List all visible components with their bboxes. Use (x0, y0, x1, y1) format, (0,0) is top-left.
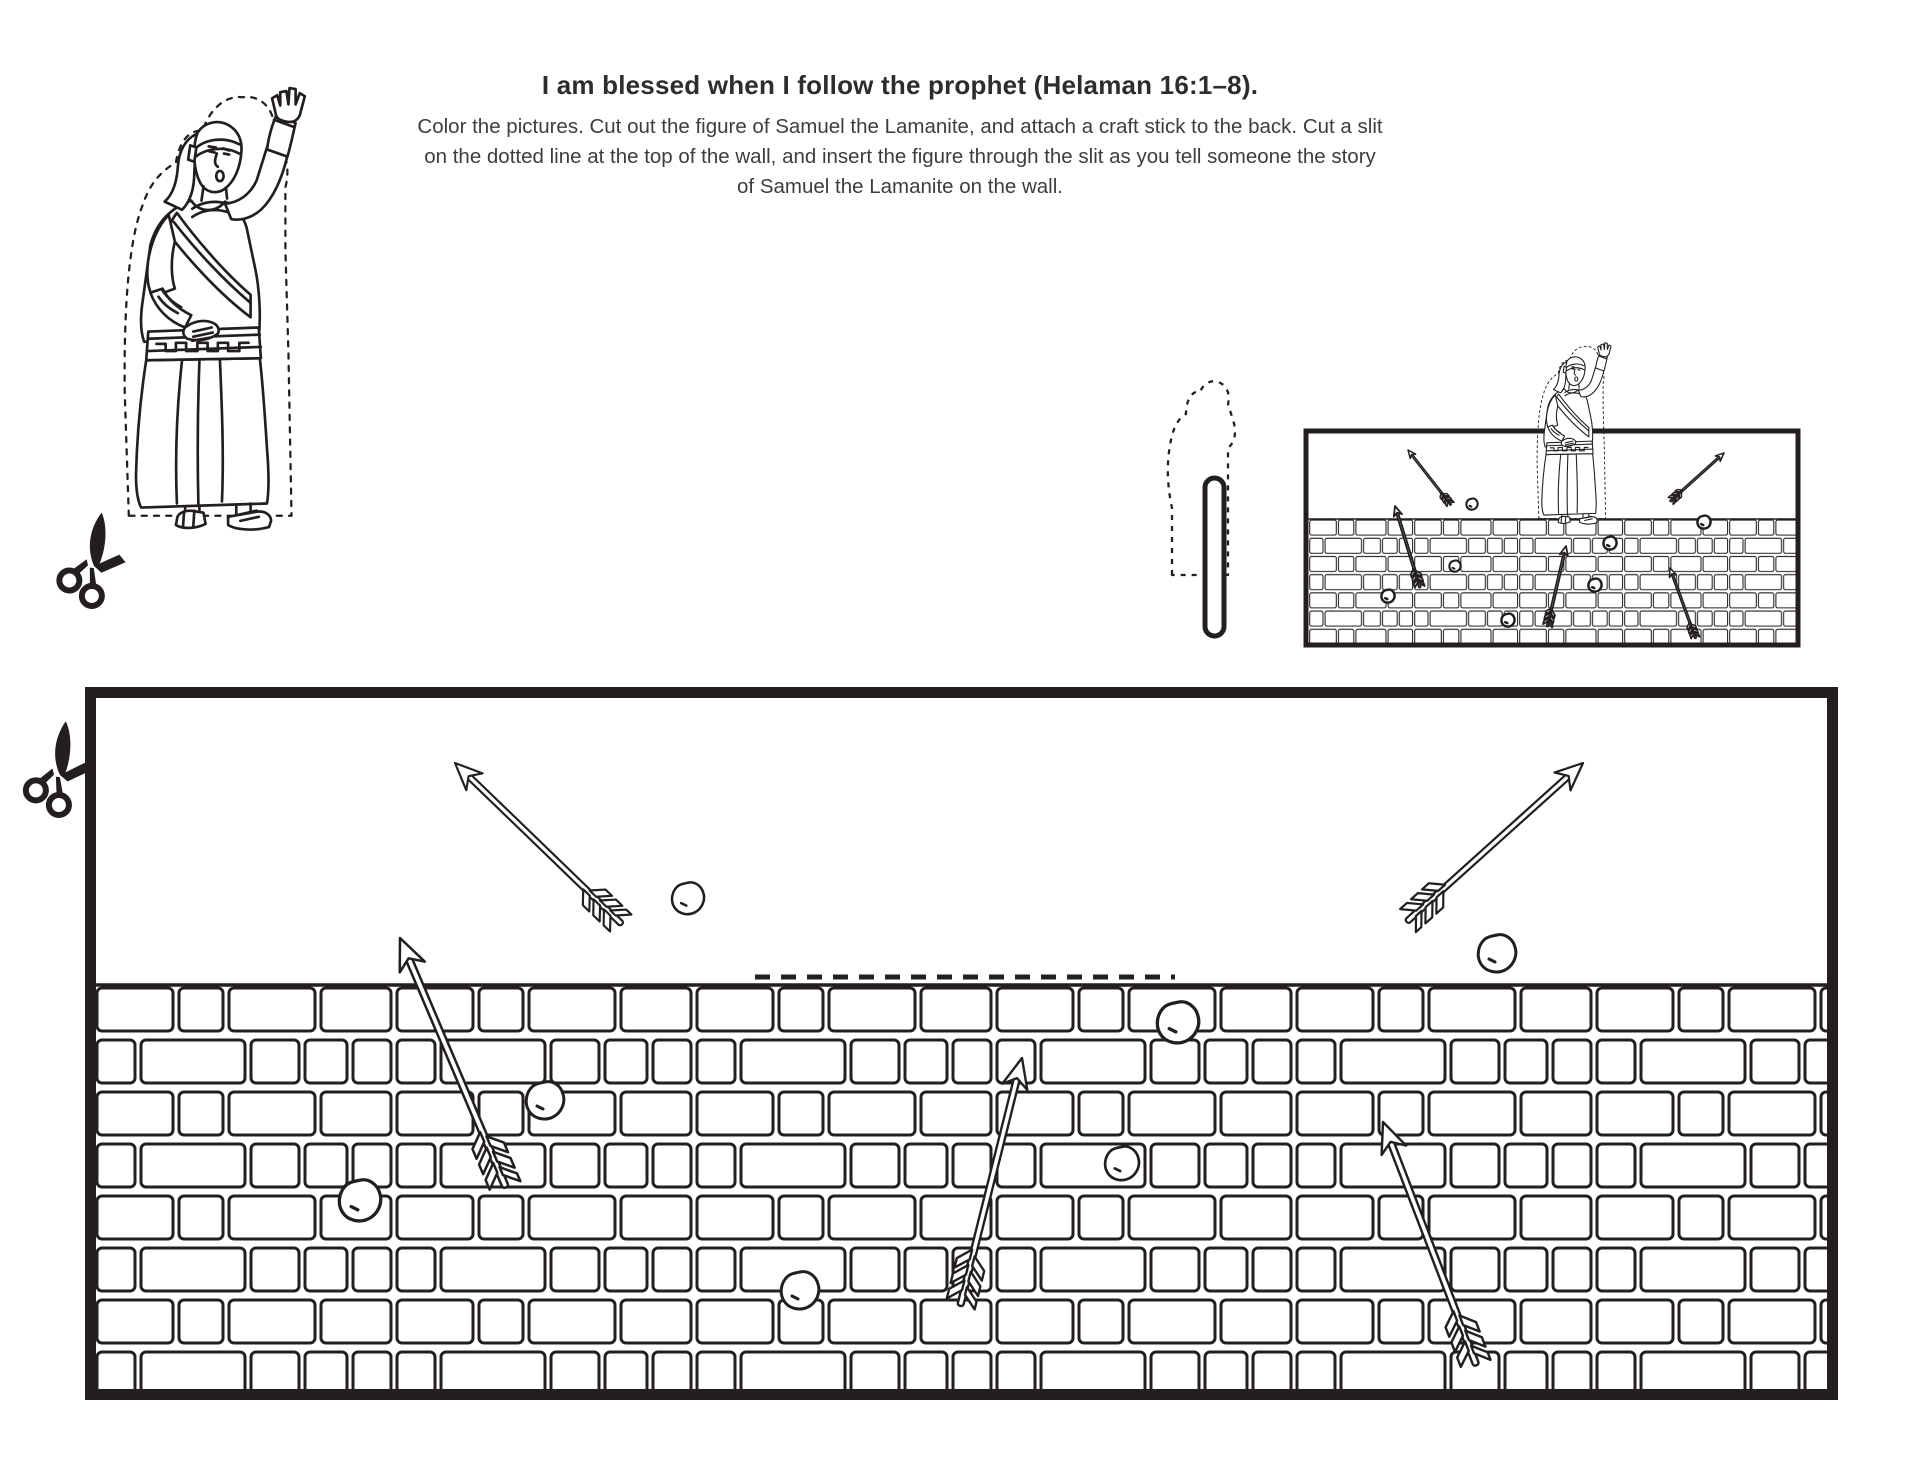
stone-icon (1157, 1002, 1198, 1043)
instructions-text (160, 112, 1640, 202)
craft-stick (1205, 478, 1224, 636)
stone-icon (1449, 560, 1460, 571)
example-image (1300, 336, 1805, 652)
scissors-icon (10, 712, 100, 816)
stone-icon (1501, 614, 1514, 627)
samuel-figure (125, 88, 305, 530)
arrow-icon (1397, 753, 1592, 932)
stone-icon (1588, 579, 1601, 592)
stone-icon (339, 1180, 380, 1221)
stone-icon (1466, 498, 1477, 509)
stone-icon (1381, 590, 1394, 603)
instructions-line-2: on the dotted line at the top of the wall, and insert the figure through the slit as you tell someone the story (424, 145, 1376, 168)
activity-scene (85, 687, 1838, 1400)
stone-icon (1603, 537, 1616, 550)
stone-icon (1697, 516, 1710, 529)
stone-icon (526, 1082, 564, 1119)
stone-icon (1105, 1146, 1139, 1180)
scissors-icon (50, 505, 130, 609)
stone-icon (672, 882, 704, 914)
page-title: I am blessed when I follow the prophet (Helaman 16:1–8). (541, 70, 1259, 100)
stone-icon (1478, 935, 1516, 972)
arrow-icon (446, 753, 632, 934)
instructions-line-3: of Samuel the Lamanite on the wall. (737, 175, 1063, 198)
instructions-line-1: Color the pictures. Cut out the figure of Samuel the Lamanite, and attach a craft stick to the back. Cut a slit (417, 115, 1383, 138)
samuel-cutout-figure (95, 86, 310, 526)
craft-stick-diagram (1160, 378, 1265, 648)
stone-icon (781, 1272, 819, 1309)
